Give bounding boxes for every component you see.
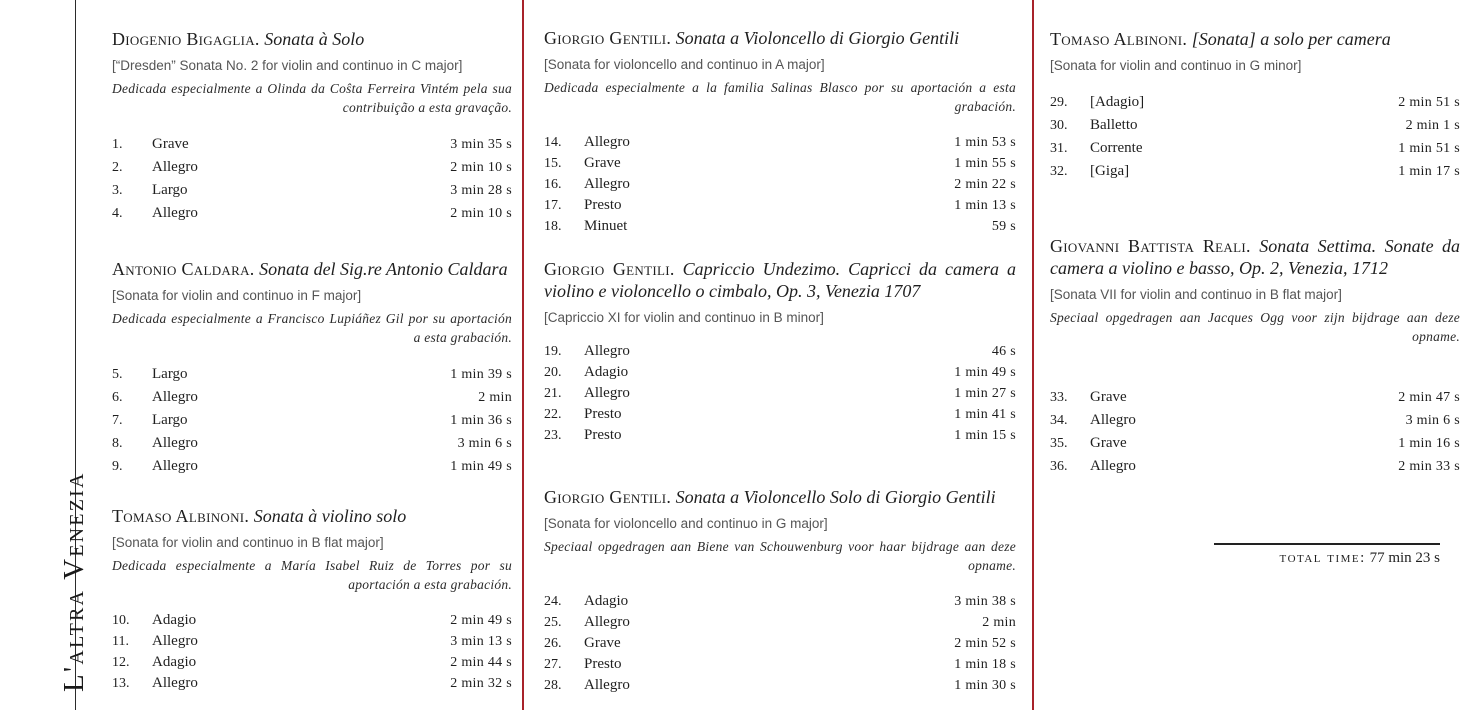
track-duration: 2 min 52 s [954, 636, 1016, 651]
track-duration: 3 min 6 s [457, 436, 512, 451]
track-duration: 1 min 51 s [1398, 141, 1460, 156]
piece-heading [112, 505, 512, 527]
track-list [112, 133, 512, 225]
track-duration: 3 min 38 s [954, 594, 1016, 609]
track-list [112, 610, 512, 694]
track-duration: 1 min 49 s [954, 365, 1016, 380]
work-subtitle: [Sonata for violin and continuo in G minor] [1050, 58, 1302, 73]
track-duration: 1 min 41 s [954, 407, 1016, 422]
work-title: Capriccio Undezimo. Capricci da camera a violino e violoncello o cimbalo, Op. 3, Venezia 1707 [544, 259, 1016, 301]
track-row [544, 132, 1016, 153]
track-title: Allegro [584, 176, 630, 192]
track-row [112, 363, 512, 386]
track-list [112, 363, 512, 478]
track-number: 5. [112, 367, 123, 382]
track-row [112, 409, 512, 432]
track-title: Allegro [152, 675, 198, 691]
track-number: 25. [544, 615, 562, 630]
dedication: Dedicada especialmente a Olinda da Coŝta Ferreira Vintém pela sua contribuição a esta gravação. [112, 81, 512, 115]
track-title: Allegro [1090, 412, 1136, 428]
track-row [544, 654, 1016, 675]
piece-heading [544, 27, 1016, 49]
track-duration: 2 min [478, 390, 512, 405]
track-row [544, 612, 1016, 633]
dedication: Dedicada especialmente a María Isabel Ruiz de Torres por su aportación a esta grabación. [112, 558, 512, 592]
track-row [112, 156, 512, 179]
track-number: 33. [1050, 390, 1068, 405]
track-title: Allegro [152, 205, 198, 221]
track-title: Corrente [1090, 140, 1143, 156]
track-duration: 1 min 13 s [954, 198, 1016, 213]
track-title: Allegro [152, 159, 198, 175]
track-duration: 1 min 39 s [450, 367, 512, 382]
track-title: Allegro [584, 385, 630, 401]
total-time-label: total time: [1279, 550, 1366, 566]
piece-heading [1050, 235, 1460, 279]
column-2 [522, 0, 1022, 710]
work-subtitle: [Sonata VII for violin and continuo in B flat major] [1050, 287, 1342, 302]
piece-heading [112, 258, 512, 280]
track-title: Adagio [584, 364, 629, 380]
total-rule [1214, 543, 1440, 545]
track-title: Allegro [152, 458, 198, 474]
track-title: Allegro [584, 134, 630, 150]
track-number: 7. [112, 413, 123, 428]
track-duration: 1 min 55 s [954, 156, 1016, 171]
track-duration: 3 min 28 s [450, 183, 512, 198]
piece-heading [544, 486, 1016, 508]
track-title: Presto [584, 427, 622, 443]
track-title: Minuet [584, 218, 628, 234]
track-number: 4. [112, 206, 123, 221]
track-duration: 2 min 44 s [450, 655, 512, 670]
work-subtitle: [Sonata for violoncello and continuo in A major] [544, 57, 825, 72]
track-title: Adagio [152, 612, 197, 628]
track-title: Allegro [1090, 458, 1136, 474]
track-title: Largo [152, 366, 188, 382]
piece-gentili-violoncello-a [544, 27, 1016, 237]
track-number: 22. [544, 407, 562, 422]
work-title: Sonata a Violoncello Solo di Giorgio Gentili [675, 487, 996, 507]
work-title: Sonata del Sig.re Antonio Caldara [259, 259, 508, 279]
spine [0, 0, 90, 710]
track-number: 24. [544, 594, 562, 609]
piece-heading [112, 28, 512, 50]
track-row [544, 153, 1016, 174]
work-title: Sonata à Solo [264, 29, 365, 49]
track-duration: 2 min 32 s [450, 676, 512, 691]
dedication: Speciaal opgedragen aan Biene van Schouwenburg voor haar bijdrage aan deze opname. [544, 539, 1016, 573]
track-row [544, 341, 1016, 362]
track-number: 34. [1050, 413, 1068, 428]
track-list [544, 341, 1016, 446]
piece-caldara [112, 258, 512, 478]
piece-bigaglia [112, 28, 512, 225]
track-number: 28. [544, 678, 562, 693]
track-title: Allegro [584, 343, 630, 359]
track-row [112, 610, 512, 631]
track-row [544, 675, 1016, 696]
track-row [1050, 91, 1460, 114]
work-subtitle: [“Dresden” Sonata No. 2 for violin and continuo in C major] [112, 58, 463, 73]
dedication: Dedicada especialmente a la familia Salinas Blasco por su aportación a esta grabación. [544, 80, 1016, 114]
track-title: Allegro [584, 677, 630, 693]
track-duration: 1 min 18 s [954, 657, 1016, 672]
track-number: 20. [544, 365, 562, 380]
track-title: Grave [1090, 389, 1127, 405]
total-time [1214, 550, 1440, 567]
composer-name: Giorgio Gentili. [544, 28, 672, 48]
track-row [112, 202, 512, 225]
track-row [544, 404, 1016, 425]
track-duration: 1 min 36 s [450, 413, 512, 428]
track-duration: 1 min 53 s [954, 135, 1016, 150]
track-title: Largo [152, 412, 188, 428]
track-row [1050, 160, 1460, 183]
track-title: Grave [584, 155, 621, 171]
track-duration: 2 min 51 s [1398, 95, 1460, 110]
track-duration: 2 min 49 s [450, 613, 512, 628]
track-duration: 1 min 49 s [450, 459, 512, 474]
track-title: Allegro [152, 435, 198, 451]
track-row [544, 383, 1016, 404]
composer-name: Giorgio Gentili. [544, 259, 675, 279]
piece-albinoni-violino [112, 505, 512, 694]
piece-gentili-capriccio [544, 258, 1016, 446]
track-row [112, 455, 512, 478]
track-duration: 2 min 10 s [450, 160, 512, 175]
dedication: Speciaal opgedragen aan Jacques Ogg voor zijn bijdrage aan deze opname. [1050, 310, 1460, 344]
composer-name: Giorgio Gentili. [544, 487, 672, 507]
track-title: Presto [584, 406, 622, 422]
track-list [1050, 91, 1460, 183]
track-number: 12. [112, 655, 130, 670]
track-row [112, 432, 512, 455]
work-title: Sonata Settima. Sonate da camera a violino e basso, Op. 2, Venezia, 1712 [1050, 236, 1460, 278]
track-row [1050, 137, 1460, 160]
column-1 [112, 0, 512, 710]
track-duration: 3 min 35 s [450, 137, 512, 152]
track-duration: 1 min 30 s [954, 678, 1016, 693]
track-number: 31. [1050, 141, 1068, 156]
track-list [544, 132, 1016, 237]
track-title: Presto [584, 197, 622, 213]
track-row [1050, 409, 1460, 432]
composer-name: Tomaso Albinoni. [1050, 29, 1188, 49]
work-title: [Sonata] a solo per camera [1191, 29, 1391, 49]
track-number: 32. [1050, 164, 1068, 179]
track-number: 6. [112, 390, 123, 405]
track-duration: 3 min 13 s [450, 634, 512, 649]
track-title: Allegro [152, 389, 198, 405]
track-duration: 1 min 15 s [954, 428, 1016, 443]
track-title: Grave [1090, 435, 1127, 451]
work-subtitle: [Sonata for violin and continuo in B flat major] [112, 535, 384, 550]
track-title: Presto [584, 656, 622, 672]
track-title: Largo [152, 182, 188, 198]
track-row [112, 386, 512, 409]
composer-name: Antonio Caldara. [112, 259, 255, 279]
track-duration: 1 min 17 s [1398, 164, 1460, 179]
track-title: Adagio [152, 654, 197, 670]
track-number: 13. [112, 676, 130, 691]
track-row [544, 425, 1016, 446]
track-row [112, 652, 512, 673]
track-duration: 2 min 10 s [450, 206, 512, 221]
track-number: 30. [1050, 118, 1068, 133]
work-title: Sonata à violino solo [253, 506, 407, 526]
track-number: 18. [544, 219, 562, 234]
track-duration: 1 min 27 s [954, 386, 1016, 401]
track-duration: 2 min 22 s [954, 177, 1016, 192]
album-title: L'altra Venezia [58, 471, 90, 692]
track-row [1050, 455, 1460, 478]
track-title: [Adagio] [1090, 94, 1145, 110]
track-row [112, 133, 512, 156]
track-title: Adagio [584, 593, 629, 609]
track-number: 16. [544, 177, 562, 192]
piece-heading [544, 258, 1016, 302]
piece-albinoni-camera [1050, 28, 1460, 183]
track-number: 21. [544, 386, 562, 401]
track-duration: 2 min 33 s [1398, 459, 1460, 474]
track-number: 35. [1050, 436, 1068, 451]
track-number: 36. [1050, 459, 1068, 474]
track-duration: 2 min 1 s [1405, 118, 1460, 133]
track-row [112, 631, 512, 652]
composer-name: Tomaso Albinoni. [112, 506, 250, 526]
track-title: Balletto [1090, 117, 1138, 133]
track-duration: 2 min 47 s [1398, 390, 1460, 405]
track-row [112, 179, 512, 202]
track-row [1050, 432, 1460, 455]
track-number: 1. [112, 137, 123, 152]
track-title: Allegro [152, 633, 198, 649]
work-subtitle: [Sonata for violoncello and continuo in G major] [544, 516, 828, 531]
track-number: 23. [544, 428, 562, 443]
total-time-value: 77 min 23 s [1369, 550, 1440, 566]
dedication: Dedicada especialmente a Francisco Lupiáñez Gil por su aportación a esta grabación. [112, 311, 512, 345]
track-duration: 1 min 16 s [1398, 436, 1460, 451]
track-row [1050, 114, 1460, 137]
piece-heading [1050, 28, 1460, 50]
track-number: 29. [1050, 95, 1068, 110]
work-title: Sonata a Violoncello di Giorgio Gentili [675, 28, 960, 48]
track-duration: 59 s [991, 219, 1016, 234]
track-title: [Giga] [1090, 163, 1130, 179]
track-number: 2. [112, 160, 123, 175]
track-number: 19. [544, 344, 562, 359]
track-number: 14. [544, 135, 562, 150]
track-row [544, 174, 1016, 195]
track-number: 26. [544, 636, 562, 651]
track-number: 9. [112, 459, 123, 474]
track-number: 10. [112, 613, 130, 628]
track-number: 15. [544, 156, 562, 171]
track-title: Grave [584, 635, 621, 651]
track-row [544, 195, 1016, 216]
track-number: 17. [544, 198, 562, 213]
column-3 [1032, 0, 1462, 710]
track-row [544, 216, 1016, 237]
track-number: 27. [544, 657, 562, 672]
track-duration: 2 min [982, 615, 1016, 630]
piece-reali [1050, 235, 1460, 478]
work-subtitle: [Sonata for violin and continuo in F major] [112, 288, 362, 303]
track-list [544, 591, 1016, 696]
track-row [544, 362, 1016, 383]
track-row [544, 591, 1016, 612]
track-row [112, 673, 512, 694]
track-number: 8. [112, 436, 123, 451]
composer-name: Diogenio Bigaglia. [112, 29, 260, 49]
track-title: Grave [152, 136, 189, 152]
track-title: Allegro [584, 614, 630, 630]
track-list [1050, 386, 1460, 478]
track-number: 3. [112, 183, 123, 198]
track-row [544, 633, 1016, 654]
piece-gentili-violoncello-g [544, 486, 1016, 696]
track-duration: 3 min 6 s [1405, 413, 1460, 428]
composer-name: Giovanni Battista Reali. [1050, 236, 1251, 256]
track-row [1050, 386, 1460, 409]
track-number: 11. [112, 634, 129, 649]
work-subtitle: [Capriccio XI for violin and continuo in B minor] [544, 310, 824, 325]
track-duration: 46 s [991, 344, 1016, 359]
